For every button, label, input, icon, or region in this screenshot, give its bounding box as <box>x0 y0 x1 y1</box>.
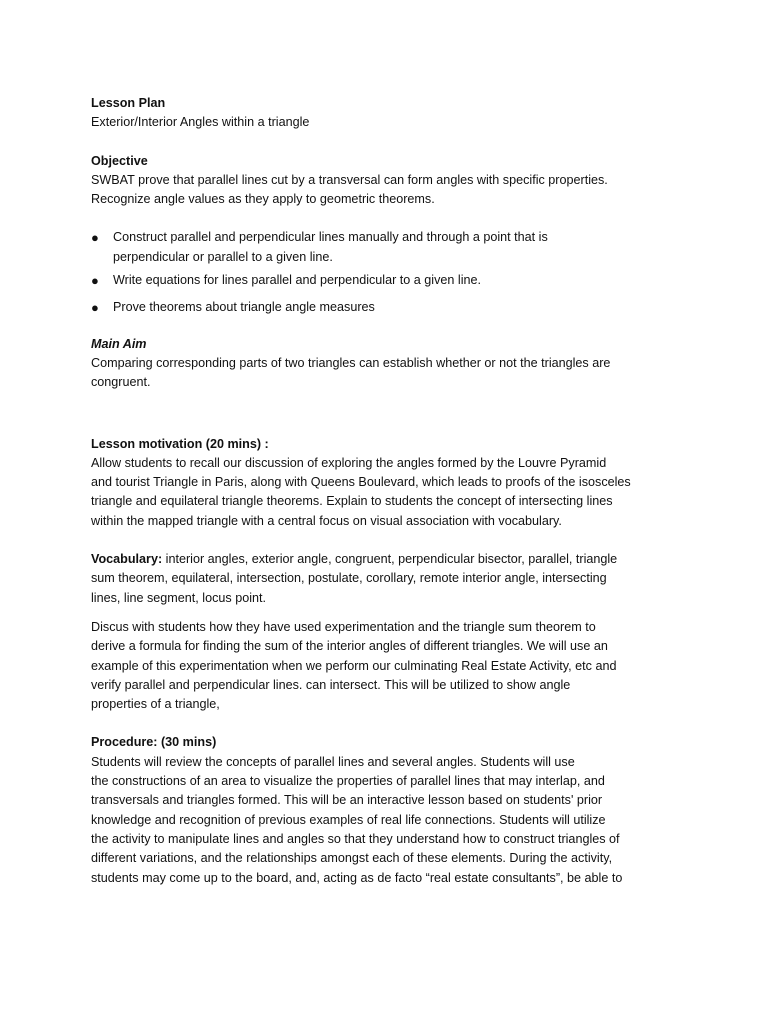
discussion-line: example of this experimentation when we perform our culminating Real Estate Activity, etc and <box>91 658 617 673</box>
objective-line: Recognize angle values as they apply to geometric theorems. <box>91 192 435 207</box>
list-item <box>91 271 691 290</box>
vocabulary-line: sum theorem, equilateral, intersection, postulate, corollary, remote interior angle, intersecting <box>91 571 607 586</box>
objective-bullet-list <box>91 228 691 317</box>
procedure-heading: Procedure: (30 mins) <box>91 735 217 750</box>
motivation-line: triangle and equilateral triangle theorems. Explain to students the concept of intersecting lines <box>91 494 613 509</box>
bullet-icon: ● <box>91 300 99 316</box>
procedure-line: knowledge and recognition of previous examples of real life connections. Students will utilize <box>91 812 606 827</box>
bullet-icon: ● <box>91 273 99 289</box>
motivation-heading: Lesson motivation (20 mins) : <box>91 436 269 451</box>
procedure-line: the constructions of an area to visualize the properties of parallel lines that may interlap, and <box>91 774 605 789</box>
main-aim-line: congruent. <box>91 375 151 390</box>
list-item <box>91 228 691 267</box>
motivation-line: Allow students to recall our discussion of exploring the angles formed by the Louvre Pyramid <box>91 455 607 470</box>
vocabulary-first-line <box>91 550 691 569</box>
document-page <box>91 94 691 888</box>
bullet-text: perpendicular or parallel to a given line. <box>113 249 333 264</box>
procedure-line: different variations, and the relationships amongst each of these elements. During the activity, <box>91 851 613 866</box>
main-aim-line: Comparing corresponding parts of two triangles can establish whether or not the triangles are <box>91 355 611 370</box>
vocabulary-line: lines, line segment, locus point. <box>91 590 267 605</box>
motivation-line: within the mapped triangle with a central focus on visual association with vocabulary. <box>91 513 562 528</box>
vocabulary-text: interior angles, exterior angle, congruent, perpendicular bisector, parallel, triangle <box>162 552 618 567</box>
page-subtitle: Exterior/Interior Angles within a triangle <box>91 115 310 130</box>
discussion-line: properties of a triangle, <box>91 697 220 712</box>
vocabulary-heading: Vocabulary: <box>91 552 163 567</box>
objective-heading: Objective <box>91 153 148 168</box>
procedure-line: students may come up to the board, and, acting as de facto “real estate consultants”, be able to <box>91 870 623 885</box>
objective-line: SWBAT prove that parallel lines cut by a transversal can form angles with specific properties. <box>91 172 608 187</box>
procedure-line: transversals and triangles formed. This will be an interactive lesson based on students' prior <box>91 793 603 808</box>
discussion-line: verify parallel and perpendicular lines. can intersect. This will be utilized to show angle <box>91 677 571 692</box>
page-title: Lesson Plan <box>91 96 166 110</box>
bullet-icon: ● <box>91 230 99 246</box>
list-item <box>91 298 691 317</box>
main-aim-heading: Main Aim <box>91 336 147 351</box>
bullet-text: Prove theorems about triangle angle measures <box>113 300 375 315</box>
discussion-line: Discus with students how they have used experimentation and the triangle sum theorem to <box>91 619 596 634</box>
procedure-line: the activity to manipulate lines and angles so that they understand how to construct triangles of <box>91 831 620 846</box>
procedure-line: Students will review the concepts of parallel lines and several angles. Students will use <box>91 754 575 769</box>
bullet-text: Construct parallel and perpendicular lines manually and through a point that is <box>113 230 548 245</box>
motivation-line: and tourist Triangle in Paris, along with Queens Boulevard, which leads to proofs of the isosceles <box>91 475 631 490</box>
bullet-text: Write equations for lines parallel and perpendicular to a given line. <box>113 273 482 288</box>
discussion-line: derive a formula for finding the sum of the interior angles of different triangles. We will use an <box>91 639 608 654</box>
